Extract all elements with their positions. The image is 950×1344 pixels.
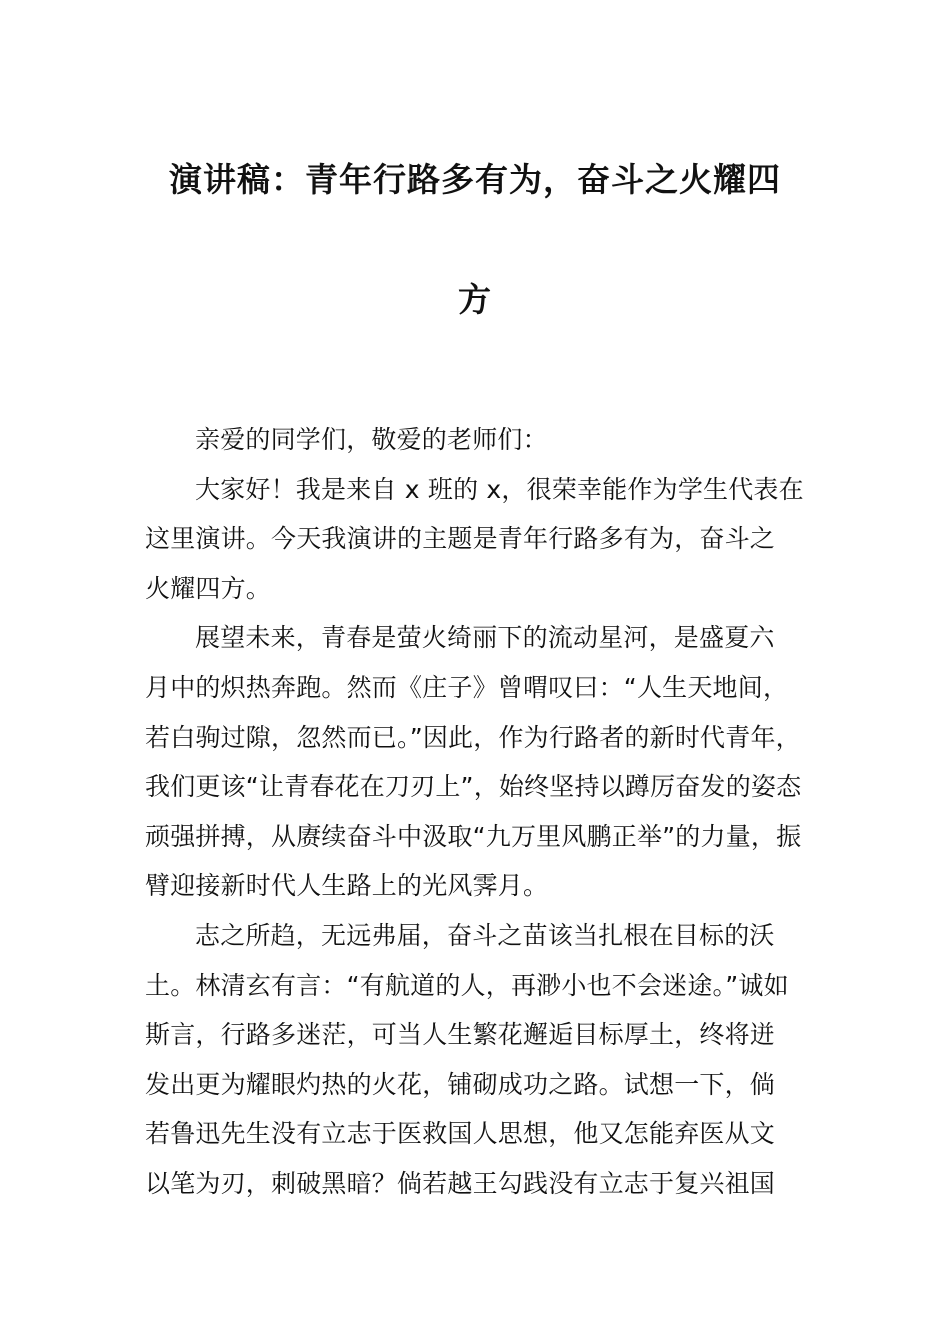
document-body bbox=[145, 420, 810, 1214]
text-line: 土。林清玄有言：“有航道的人，再渺小也不会迷途。”诚如 bbox=[145, 970, 789, 1000]
text-line: 臂迎接新时代人生路上的光风霁月。 bbox=[145, 871, 549, 901]
text-line: 展望未来，青春是萤火绮丽下的流动星河，是盛夏六 bbox=[195, 623, 775, 653]
text-line: 志之所趋，无远弗届，奋斗之苗该当扎根在目标的沃 bbox=[195, 920, 775, 950]
text-line: 这里演讲。今天我演讲的主题是青年行路多有为，奋斗之 bbox=[145, 524, 776, 554]
text-line: 顽强拼搏，从赓续奋斗中汲取“九万里风鹏正举”的力量，振 bbox=[145, 821, 802, 851]
text-line: 亲爱的同学们，敬爱的老师们： bbox=[195, 425, 548, 454]
text-line: 火耀四方。 bbox=[145, 573, 272, 603]
text-line: 以笔为刃，刺破黑暗？倘若越王勾践没有立志于复兴祖国 bbox=[145, 1168, 776, 1198]
text-line: 大家好！我是来自 x 班的 x，很荣幸能作为学生代表在 bbox=[195, 474, 804, 504]
text-line: 斯言，行路多迷茫，可当人生繁花邂逅目标厚土，终将迸 bbox=[145, 1020, 776, 1050]
document-title-line-1: 演讲稿：青年行路多有为，奋斗之火耀四 bbox=[169, 160, 781, 199]
text-line: 月中的炽热奔跑。然而《庄子》曾喟叹曰：“人生天地间， bbox=[145, 672, 789, 702]
text-line: 若鲁迅先生没有立志于医救国人思想，他又怎能弃医从文 bbox=[145, 1119, 776, 1149]
text-line: 我们更该“让青春花在刀刃上”，始终坚持以蹲厉奋发的姿态 bbox=[145, 772, 802, 802]
text-line: 发出更为耀眼灼热的火花，铺砌成功之路。试想一下，倘 bbox=[145, 1069, 776, 1099]
document-title-line-2: 方 bbox=[458, 280, 492, 319]
text-line: 若白驹过隙，忽然而已。”因此，作为行路者的新时代青年， bbox=[145, 722, 801, 752]
